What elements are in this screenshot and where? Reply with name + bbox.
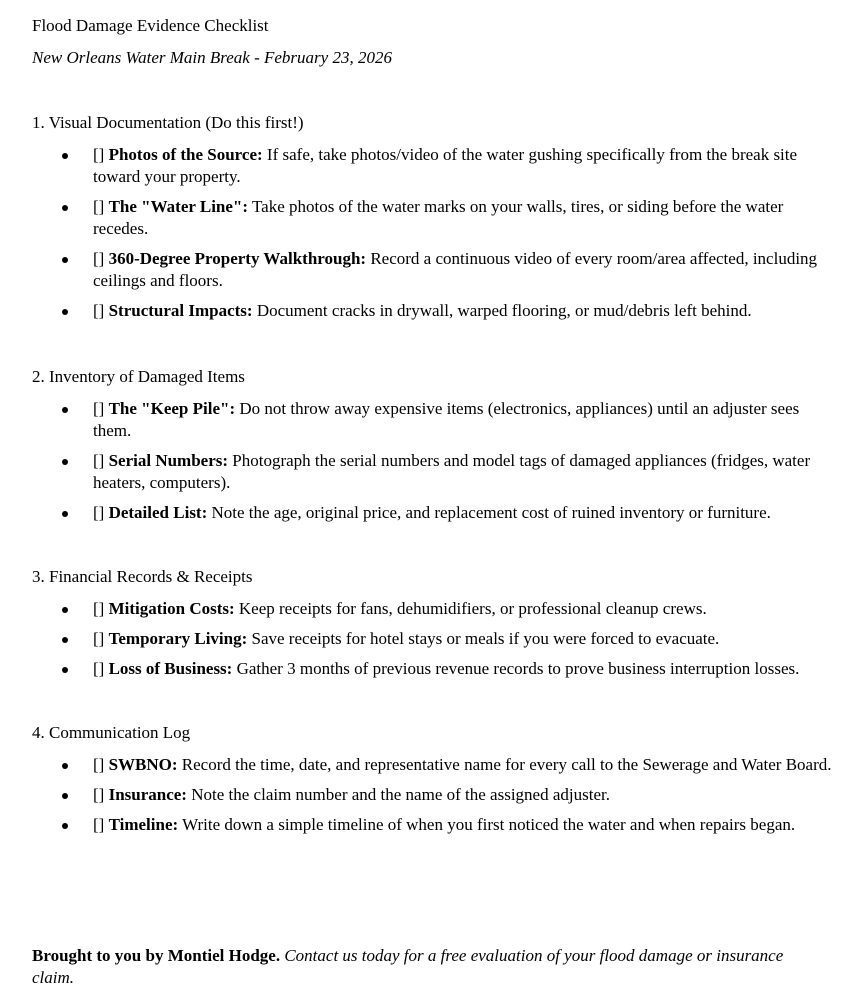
checklist-item [32, 144, 832, 188]
checkbox-marker[interactable]: [] [93, 301, 105, 320]
item-label: SWBNO: [108, 755, 178, 774]
bullet-icon [62, 309, 68, 315]
checkbox-marker[interactable]: [] [93, 755, 105, 774]
item-text: Write down a simple timeline of when you first noticed the water and when repairs began. [182, 815, 796, 834]
checklist-item [32, 450, 832, 494]
checklist-item [32, 784, 832, 806]
item-text: Note the age, original price, and replacement cost of ruined inventory or furniture. [211, 503, 771, 522]
section-heading: 1. Visual Documentation (Do this first!) [32, 113, 304, 132]
item-label: Serial Numbers: [108, 451, 229, 470]
checklist-item [32, 658, 832, 680]
item-text: Keep receipts for fans, dehumidifiers, or professional cleanup crews. [238, 599, 707, 618]
checklist [32, 754, 832, 836]
section-visual-documentation [32, 112, 832, 322]
checklist [32, 144, 832, 322]
item-text: If safe, take photos/video of the water gushing specifically from the break site toward your property. [93, 145, 798, 186]
footer-brand: Brought to you by Montiel Hodge. [32, 946, 281, 965]
item-text: Document cracks in drywall, warped flooring, or mud/debris left behind. [256, 301, 752, 320]
bullet-icon [62, 459, 68, 465]
checkbox-marker[interactable]: [] [93, 197, 105, 216]
checklist [32, 398, 832, 524]
document-subtitle: New Orleans Water Main Break - February 23, 2026 [32, 48, 392, 67]
checkbox-marker[interactable]: [] [93, 815, 105, 834]
bullet-icon [62, 667, 68, 673]
checkbox-marker[interactable]: [] [93, 629, 105, 648]
bullet-icon [62, 205, 68, 211]
footer-cta: Contact us today for a free evaluation of your flood damage or insurance claim. [32, 946, 784, 987]
item-label: Insurance: [108, 785, 187, 804]
checklist-item [32, 398, 832, 442]
checklist-item [32, 248, 832, 292]
section-heading: 2. Inventory of Damaged Items [32, 367, 245, 386]
item-label: Mitigation Costs: [108, 599, 235, 618]
footer [32, 945, 822, 989]
item-text: Do not throw away expensive items (electronics, appliances) until an adjuster sees them. [93, 399, 800, 440]
checklist [32, 598, 832, 680]
checklist-item [32, 628, 832, 650]
checkbox-marker[interactable]: [] [93, 503, 105, 522]
checkbox-marker[interactable]: [] [93, 451, 105, 470]
section-communication-log [32, 722, 832, 836]
checkbox-marker[interactable]: [] [93, 145, 105, 164]
item-label: Photos of the Source: [108, 145, 263, 164]
bullet-icon [62, 407, 68, 413]
checklist-item [32, 502, 832, 524]
bullet-icon [62, 763, 68, 769]
checklist-item [32, 196, 832, 240]
section-inventory [32, 366, 832, 524]
item-label: The "Water Line": [108, 197, 249, 216]
item-text: Record a continuous video of every room/area affected, including ceilings and floors. [93, 249, 818, 290]
bullet-icon [62, 793, 68, 799]
section-heading: 4. Communication Log [32, 723, 191, 742]
checklist-item [32, 814, 832, 836]
bullet-icon [62, 607, 68, 613]
checkbox-marker[interactable]: [] [93, 785, 105, 804]
document-title: Flood Damage Evidence Checklist [32, 16, 269, 35]
bullet-icon [62, 637, 68, 643]
item-text: Photograph the serial numbers and model tags of damaged appliances (fridges, water heaters, computers). [93, 451, 811, 492]
checkbox-marker[interactable]: [] [93, 599, 105, 618]
checkbox-marker[interactable]: [] [93, 659, 105, 678]
item-label: Loss of Business: [108, 659, 233, 678]
checklist-item [32, 754, 832, 776]
item-text: Take photos of the water marks on your walls, tires, or siding before the water recedes. [93, 197, 784, 238]
checklist-item [32, 300, 832, 322]
item-label: 360-Degree Property Walkthrough: [108, 249, 367, 268]
item-text: Save receipts for hotel stays or meals if you were forced to evacuate. [251, 629, 720, 648]
item-label: Structural Impacts: [108, 301, 253, 320]
bullet-icon [62, 257, 68, 263]
item-text: Note the claim number and the name of the assigned adjuster. [191, 785, 610, 804]
item-text: Record the time, date, and representative name for every call to the Sewerage and Water Board. [181, 755, 832, 774]
checklist-item [32, 598, 832, 620]
item-label: Temporary Living: [108, 629, 248, 648]
item-label: Timeline: [108, 815, 179, 834]
section-heading: 3. Financial Records & Receipts [32, 567, 253, 586]
bullet-icon [62, 153, 68, 159]
section-financial-records [32, 566, 832, 680]
bullet-icon [62, 511, 68, 517]
item-label: Detailed List: [108, 503, 208, 522]
checkbox-marker[interactable]: [] [93, 399, 105, 418]
bullet-icon [62, 823, 68, 829]
item-label: The "Keep Pile": [108, 399, 236, 418]
checkbox-marker[interactable]: [] [93, 249, 105, 268]
document-body [32, 15, 832, 836]
item-text: Gather 3 months of previous revenue records to prove business interruption losses. [236, 659, 800, 678]
